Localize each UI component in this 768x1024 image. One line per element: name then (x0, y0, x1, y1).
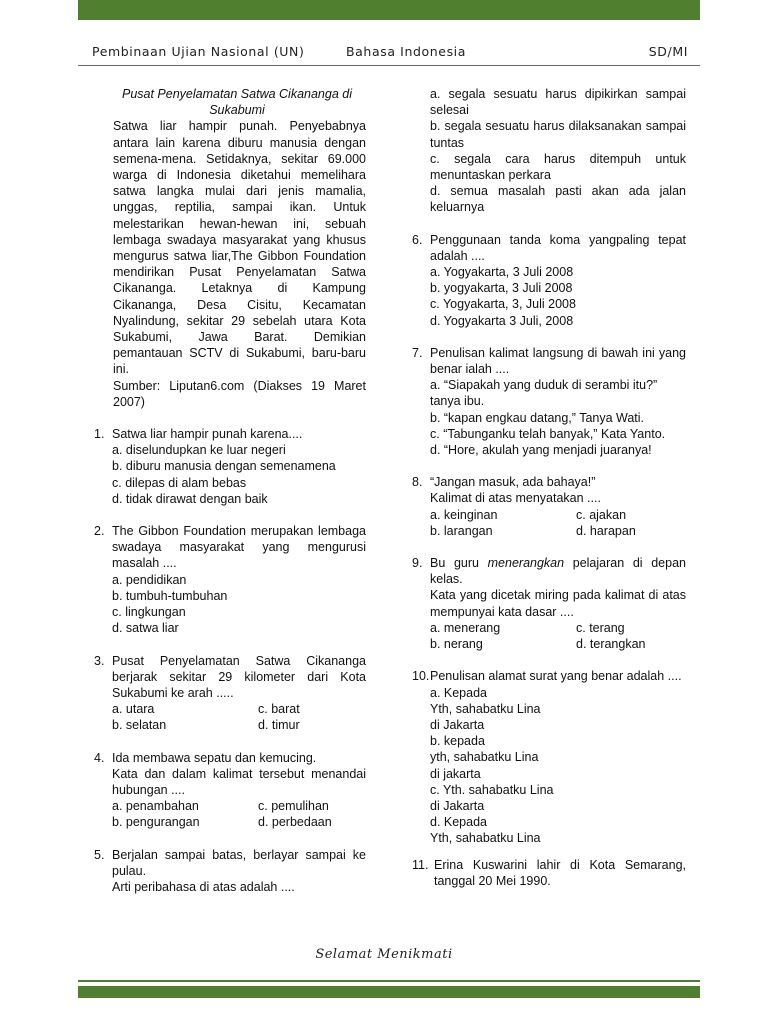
option-b[interactable]: b. pengurangan (112, 815, 200, 830)
option-d[interactable]: d. harapan (576, 523, 636, 538)
option-a[interactable]: a. menerang (430, 620, 501, 635)
question-stem-2: Kata yang dicetak miring pada kalimat di atas mempunyai kata dasar .... (430, 588, 686, 619)
option-b[interactable]: b. larangan (430, 523, 493, 538)
stem-post: pelajaran di depan kelas. (430, 556, 686, 587)
question-stem: Satwa liar hampir punah karena.... (112, 427, 303, 442)
question-11 (412, 857, 686, 889)
option-b[interactable]: b. segala sesuatu harus dilaksanakan sampai tuntas (430, 119, 686, 150)
question-number: 11. (412, 857, 429, 872)
left-column (94, 86, 366, 895)
option-c[interactable]: c. segala cara harus ditempuh untuk menuntaskan perkara (430, 151, 686, 183)
question-number: 5. (94, 847, 105, 862)
option-d[interactable]: d. perbedaan (258, 815, 332, 830)
option-a[interactable]: a. utara (112, 702, 155, 717)
question-5 (94, 847, 366, 896)
header-exam-title: Pembinaan Ujian Nasional (UN) (92, 44, 305, 59)
question-6 (412, 232, 686, 329)
question-number: 7. (412, 345, 423, 360)
stem-italic-word: menerangkan (487, 556, 565, 571)
option-b[interactable]: b. selatan (112, 718, 167, 733)
option-a-line2: Yth, sahabatku Lina (430, 701, 541, 716)
question-stem: Penulisan alamat surat yang benar adalah .... (430, 669, 682, 684)
option-c-line2: di Jakarta (430, 798, 485, 813)
option-c[interactable]: c. “Tabunganku telah banyak,” Kata Yanto. (430, 426, 666, 441)
header-subject: Bahasa Indonesia (346, 44, 467, 59)
option-a[interactable]: a. “Siapakah yang duduk di serambi itu?” tanya ibu. (430, 378, 658, 409)
option-a[interactable]: a. pendidikan (112, 572, 187, 587)
page-header (92, 44, 688, 62)
option-c[interactable]: c. pemulihan (258, 799, 329, 814)
option-d[interactable]: d. “Hore, akulah yang menjadi juaranya! (430, 443, 652, 458)
question-1 (94, 426, 366, 507)
question-number: 8. (412, 475, 423, 490)
option-a[interactable]: a. keinginan (430, 507, 498, 522)
option-b-line2: yth, sahabatku Lina (430, 750, 539, 765)
header-level: SD/MI (648, 44, 688, 59)
option-d[interactable]: d. terangkan (576, 637, 646, 652)
option-c[interactable]: c. Yth. sahabatku Lina (430, 782, 554, 797)
stem-pre: Bu guru (430, 556, 488, 571)
option-c[interactable]: c. dilepas di alam bebas (112, 475, 247, 490)
question-number: 1. (94, 427, 105, 442)
option-a[interactable]: a. diselundupkan ke luar negeri (112, 443, 286, 458)
question-stem: Erina Kuswarini lahir di Kota Semarang, tanggal 20 Mei 1990. (434, 857, 686, 888)
question-stem: Berjalan sampai batas, berlayar sampai ke pulau. (112, 847, 366, 878)
footer-rule (78, 980, 700, 982)
footer-text: Selamat Menikmati (315, 947, 453, 962)
option-b[interactable]: b. nerang (430, 637, 483, 652)
question-number: 9. (412, 556, 423, 571)
question-stem-2: Kalimat di atas menyatakan .... (430, 491, 601, 506)
passage-title: Pusat Penyelamatan Satwa Cikananga di Sukabumi (121, 87, 352, 118)
option-b-line3: di jakarta (430, 766, 481, 781)
question-stem-2: Kata dan dalam kalimat tersebut menandai hubungan .... (112, 766, 366, 797)
option-b[interactable]: b. “kapan engkau datang,” Tanya Wati. (430, 410, 645, 425)
option-d[interactable]: d. tidak dirawat dengan baik (112, 491, 268, 506)
option-b[interactable]: b. kepada (430, 734, 485, 749)
question-number: 2. (94, 524, 105, 539)
option-c[interactable]: c. ajakan (576, 507, 627, 522)
question-stem-2: Arti peribahasa di atas adalah .... (112, 879, 295, 894)
option-a[interactable]: a. penambahan (112, 799, 199, 814)
question-stem: Penggunaan tanda koma yangpaling tepat adalah .... (430, 232, 686, 263)
header-rule (78, 65, 700, 66)
option-d[interactable]: d. semua masalah pasti akan ada jalan keluarnya (430, 184, 686, 215)
right-column (412, 86, 686, 889)
option-d[interactable]: d. satwa liar (112, 621, 179, 636)
option-a[interactable]: a. Kepada (430, 685, 487, 700)
option-a[interactable]: a. segala sesuatu harus dipikirkan sampai selesai (430, 87, 686, 118)
option-d-line2: Yth, sahabatku Lina (430, 831, 541, 846)
option-b[interactable]: b. tumbuh-tumbuhan (112, 588, 228, 603)
option-c[interactable]: c. barat (258, 702, 300, 717)
option-d[interactable]: d. Kepada (430, 815, 487, 830)
question-8 (412, 474, 686, 539)
question-7 (412, 345, 686, 458)
option-c[interactable]: c. Yogyakarta, 3, Juli 2008 (430, 297, 576, 312)
question-2 (94, 523, 366, 636)
question-number: 6. (412, 232, 423, 247)
question-3 (94, 653, 366, 734)
option-a-line3: di Jakarta (430, 717, 485, 732)
question-number: 10. (412, 669, 430, 684)
question-4 (94, 750, 366, 831)
option-d[interactable]: d. timur (258, 718, 300, 733)
option-d[interactable]: d. Yogyakarta 3 Juli, 2008 (430, 313, 574, 328)
option-b[interactable]: b. diburu manusia dengan semenamena (112, 459, 336, 474)
question-stem: Pusat Penyelamatan Satwa Cikananga berjarak sekitar 29 kilometer dari Kota Sukabumi ke arah ..... (112, 653, 366, 700)
passage-text: Satwa liar hampir punah. Penyebabnya antara lain karena diburu manusia dengan semena-mena. Setidaknya, sekitar 69.000 warga di Indonesia diketahui memelihara satwa langka mulai dari jenis mamalia, unggas, reptilia, sampai ikan. Untuk melestarikan hewan-hewan ini, sebuah lembaga swadaya masyarakat yang khusus mengurus satwa liar,The Gibbon Foundation mendirikan Pusat Penyelamatan Satwa Cikananga. Letaknya di Kampung Cikananga, Desa Cisitu, Kecamatan Nyalindung, sekitar 29 sebelah utara Kota Sukabumi, Jawa Barat. Demikian pemantauan SCTV di Sukabumi, baru-baru ini. (113, 119, 366, 377)
passage-source: Sumber: Liputan6.com (Diakses 19 Maret 2007) (113, 378, 366, 409)
top-decorative-band (78, 0, 700, 20)
option-c[interactable]: c. lingkungan (112, 605, 186, 620)
question-stem: Ida membawa sepatu dan kemucing. (112, 750, 317, 765)
question-stem: Penulisan kalimat langsung di bawah ini yang benar ialah .... (430, 345, 686, 377)
bottom-decorative-band (78, 986, 700, 998)
question-number: 4. (94, 750, 105, 765)
question-number: 3. (94, 653, 105, 668)
option-a[interactable]: a. Yogyakarta, 3 Juli 2008 (430, 265, 574, 280)
question-stem: “Jangan masuk, ada bahaya!” (430, 475, 596, 490)
question-stem: The Gibbon Foundation merupakan lembaga swadaya masyarakat yang mengurusi masalah .... (112, 524, 366, 571)
option-b[interactable]: b. yogyakarta, 3 Juli 2008 (430, 281, 573, 296)
question-9 (412, 555, 686, 652)
option-c[interactable]: c. terang (576, 620, 625, 635)
question-5-options (430, 86, 686, 216)
question-stem (430, 555, 686, 587)
question-10 (412, 668, 686, 846)
